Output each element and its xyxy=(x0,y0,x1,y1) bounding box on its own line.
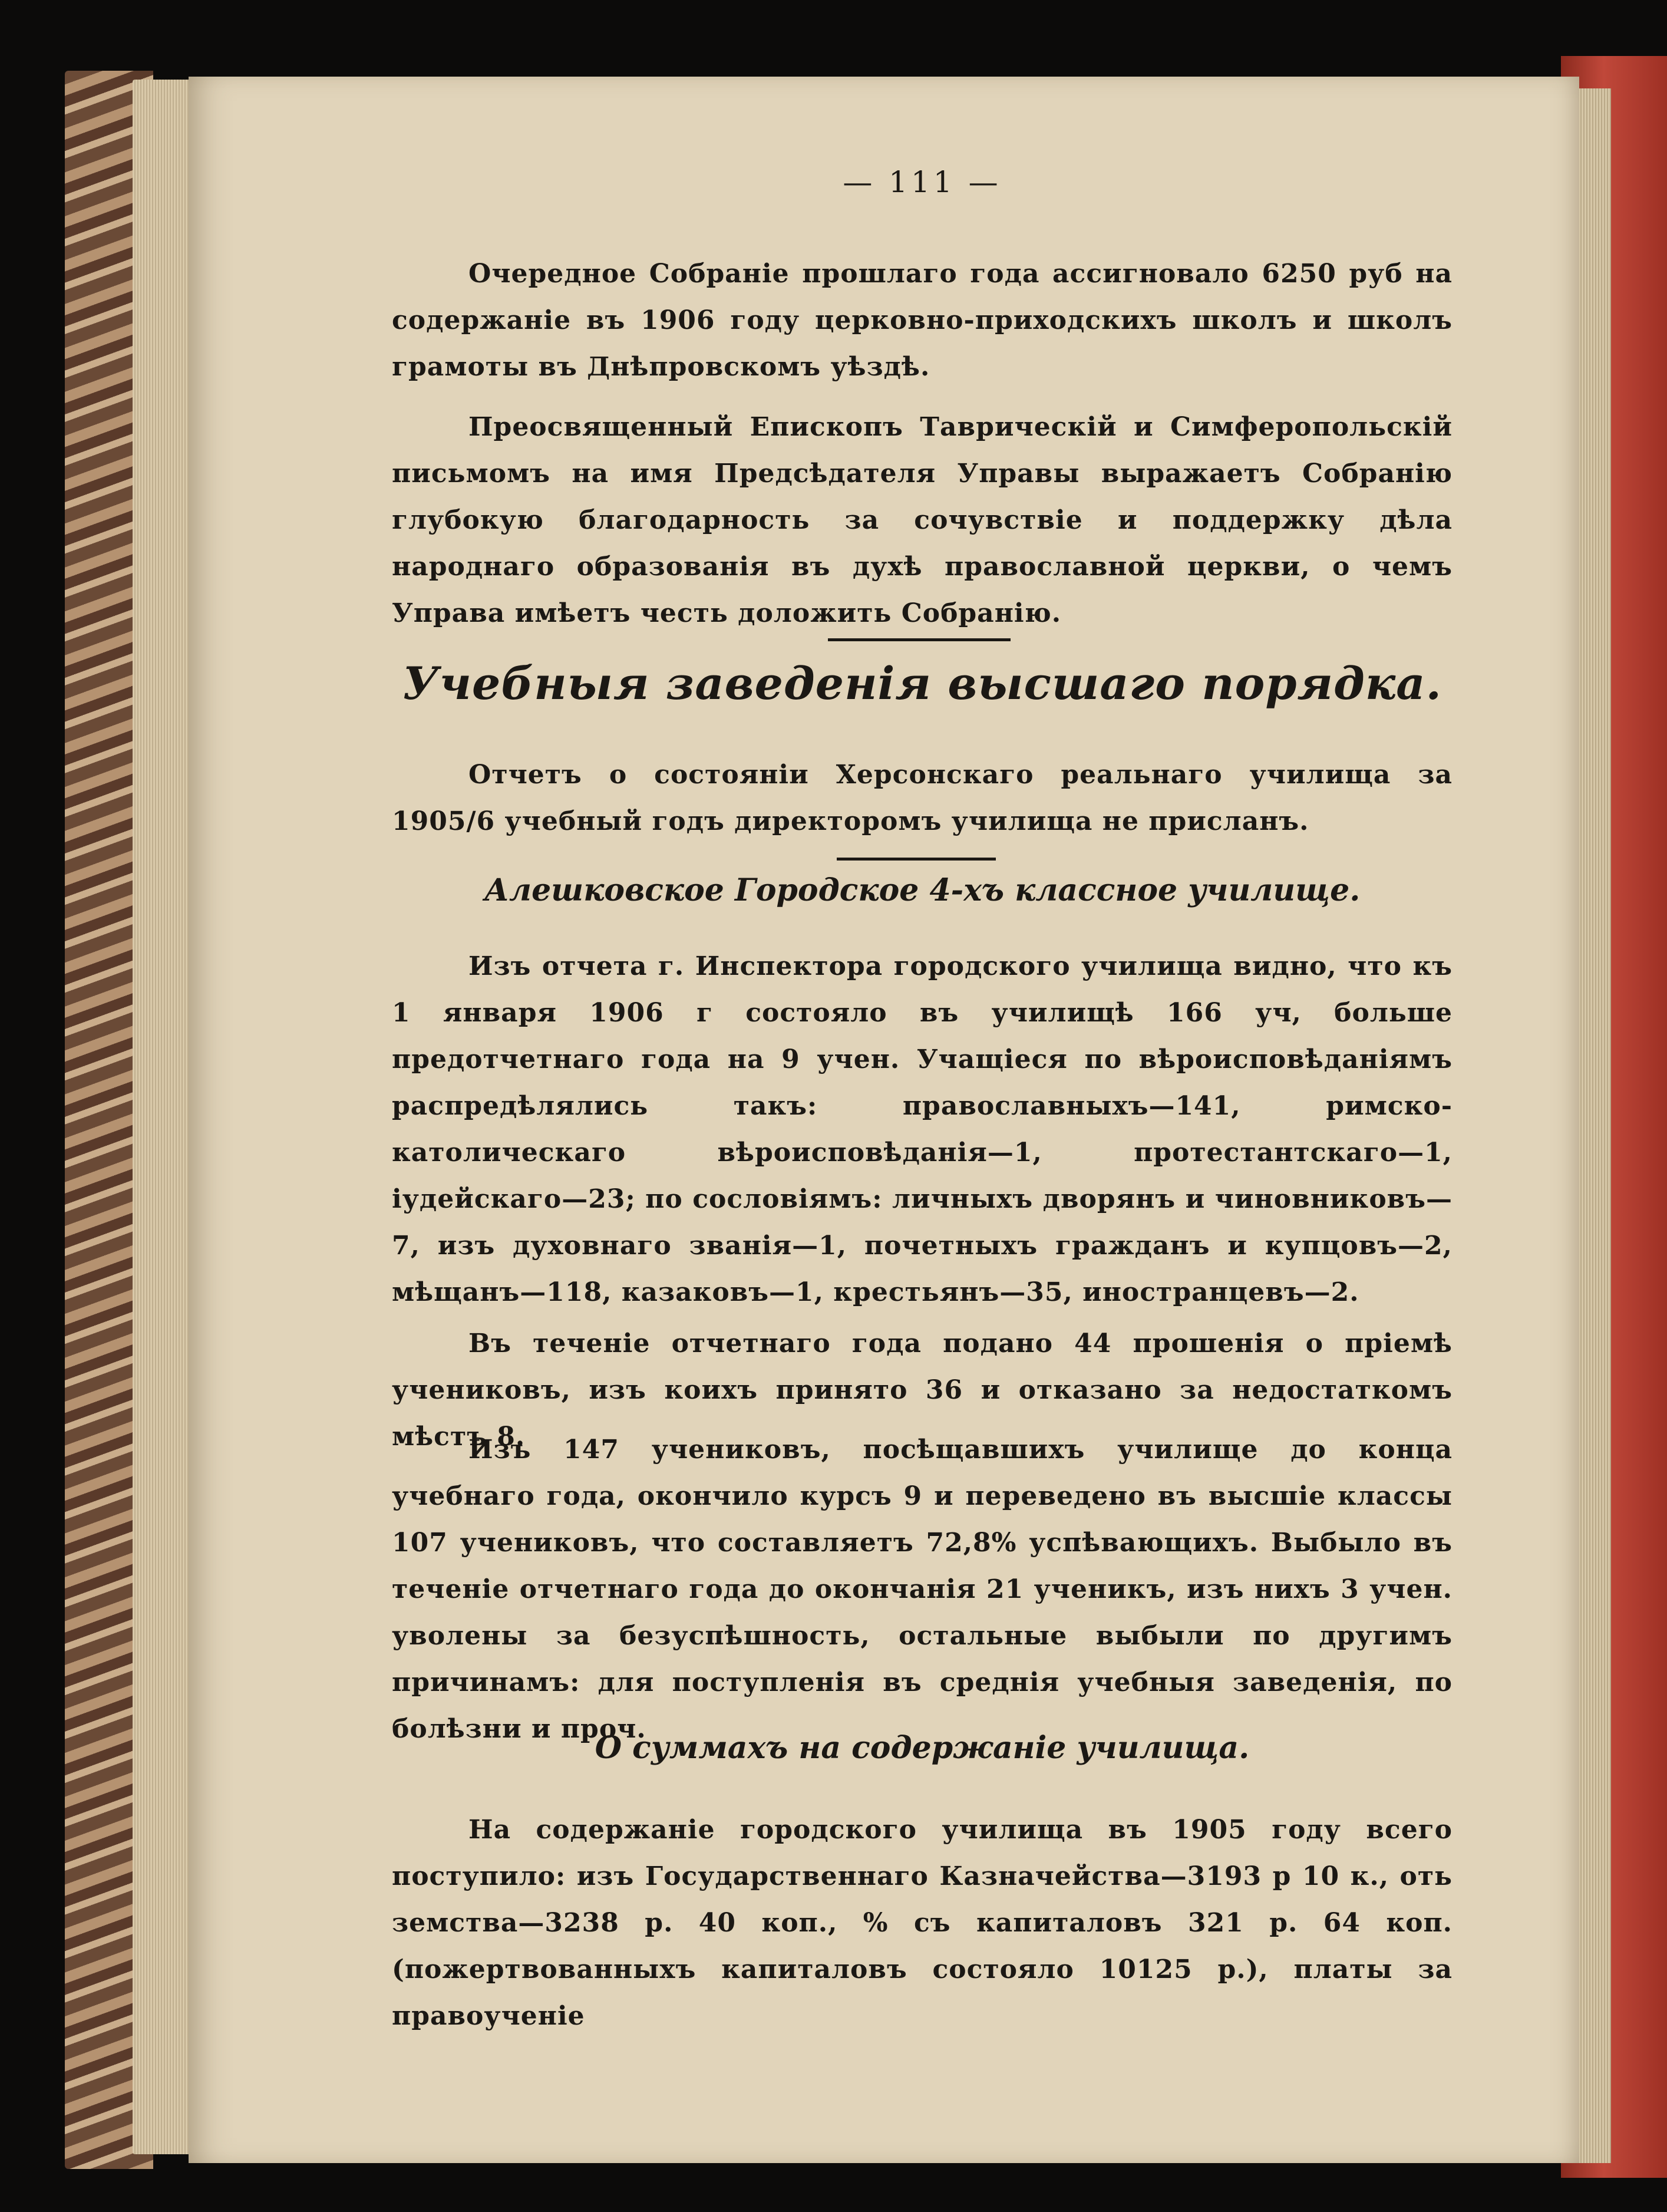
paragraph-3: Отчетъ о состояніи Херсонскаго реальнаго училища за 1905/6 учебный годъ директоромъ училища не присланъ. xyxy=(392,760,1453,836)
paragraph-1: Очередное Собраніе прошлаго года ассигновало 6250 руб на содержаніе въ 1906 году церковно-приходскихъ школъ и школъ грамоты въ Днѣпровскомъ уѣздѣ. xyxy=(392,259,1453,382)
paragraph-4: Изъ отчета г. Инспектора городского училища видно, что къ 1 января 1906 г состояло въ училищѣ 166 уч, больше предотчетнаго года на 9 учен. Учащіеся по вѣроисповѣданіямъ распредѣлялись такъ: православныхъ—141, римско-католическаго вѣроисповѣданія—1, протестантскаго—1, іудейскаго—23; по сословіямъ: личныхъ дворянъ и чиновниковъ—7, изъ духовнаго званія—1, почетныхъ гражданъ и купцовъ—2, мѣщанъ—118, казаковъ—1, крестьянъ—35, иностранцевъ—2. xyxy=(392,951,1453,1307)
subheading-aleshki-school: Алешковское Городское 4-хъ классное училище. xyxy=(484,872,1361,908)
section-divider xyxy=(837,858,996,861)
page-edges-left xyxy=(133,80,197,2154)
book-page xyxy=(189,77,1579,2163)
section-divider xyxy=(828,638,1011,641)
paragraph-7: На содержаніе городского училища въ 1905 году всего поступило: изъ Государственнаго Казначейства—3193 р 10 к., оть земства—3238 р. 40 коп., % съ капиталовъ 321 р. 64 коп. (пожертвованныхъ капиталовъ состояло 10125 р.), платы за правоученіе xyxy=(392,1815,1453,2031)
page-number: — 111 — xyxy=(843,165,1002,199)
paragraph-6: Изъ 147 учениковъ, посѣщавшихъ училище до конца учебнаго года, окончило курсъ 9 и переведено въ высшіе классы 107 учениковъ, что составляетъ 72,8% успѣвающихъ. Выбыло въ теченіе отчетнаго года до окончанія 21 ученикъ, изъ нихъ 3 учен. уволены за безуспѣшность, остальные выбыли по другимъ причинамъ: для поступленія въ среднія учебныя заведенія, по болѣзни и проч. xyxy=(392,1435,1453,1744)
section-heading-higher-schools: Учебныя заведенія высшаго порядка. xyxy=(402,657,1442,710)
paragraph-2: Преосвященный Епископъ Таврическій и Симферопольскій письмомъ на имя Предсѣдателя Управы выражаетъ Собранію глубокую благодарность за сочувствіе и поддержку дѣла народнаго образованія въ духѣ православной церкви, о чемъ Управа имѣетъ честь доложить Собранію. xyxy=(392,412,1453,628)
subheading-school-funds: О суммахъ на содержаніе училища. xyxy=(595,1730,1250,1766)
paragraph-5: Въ теченіе отчетнаго года подано 44 прошенія о пріемѣ учениковъ, изъ коихъ принято 36 и отказано за недостаткомъ мѣстъ 8. xyxy=(392,1328,1453,1452)
